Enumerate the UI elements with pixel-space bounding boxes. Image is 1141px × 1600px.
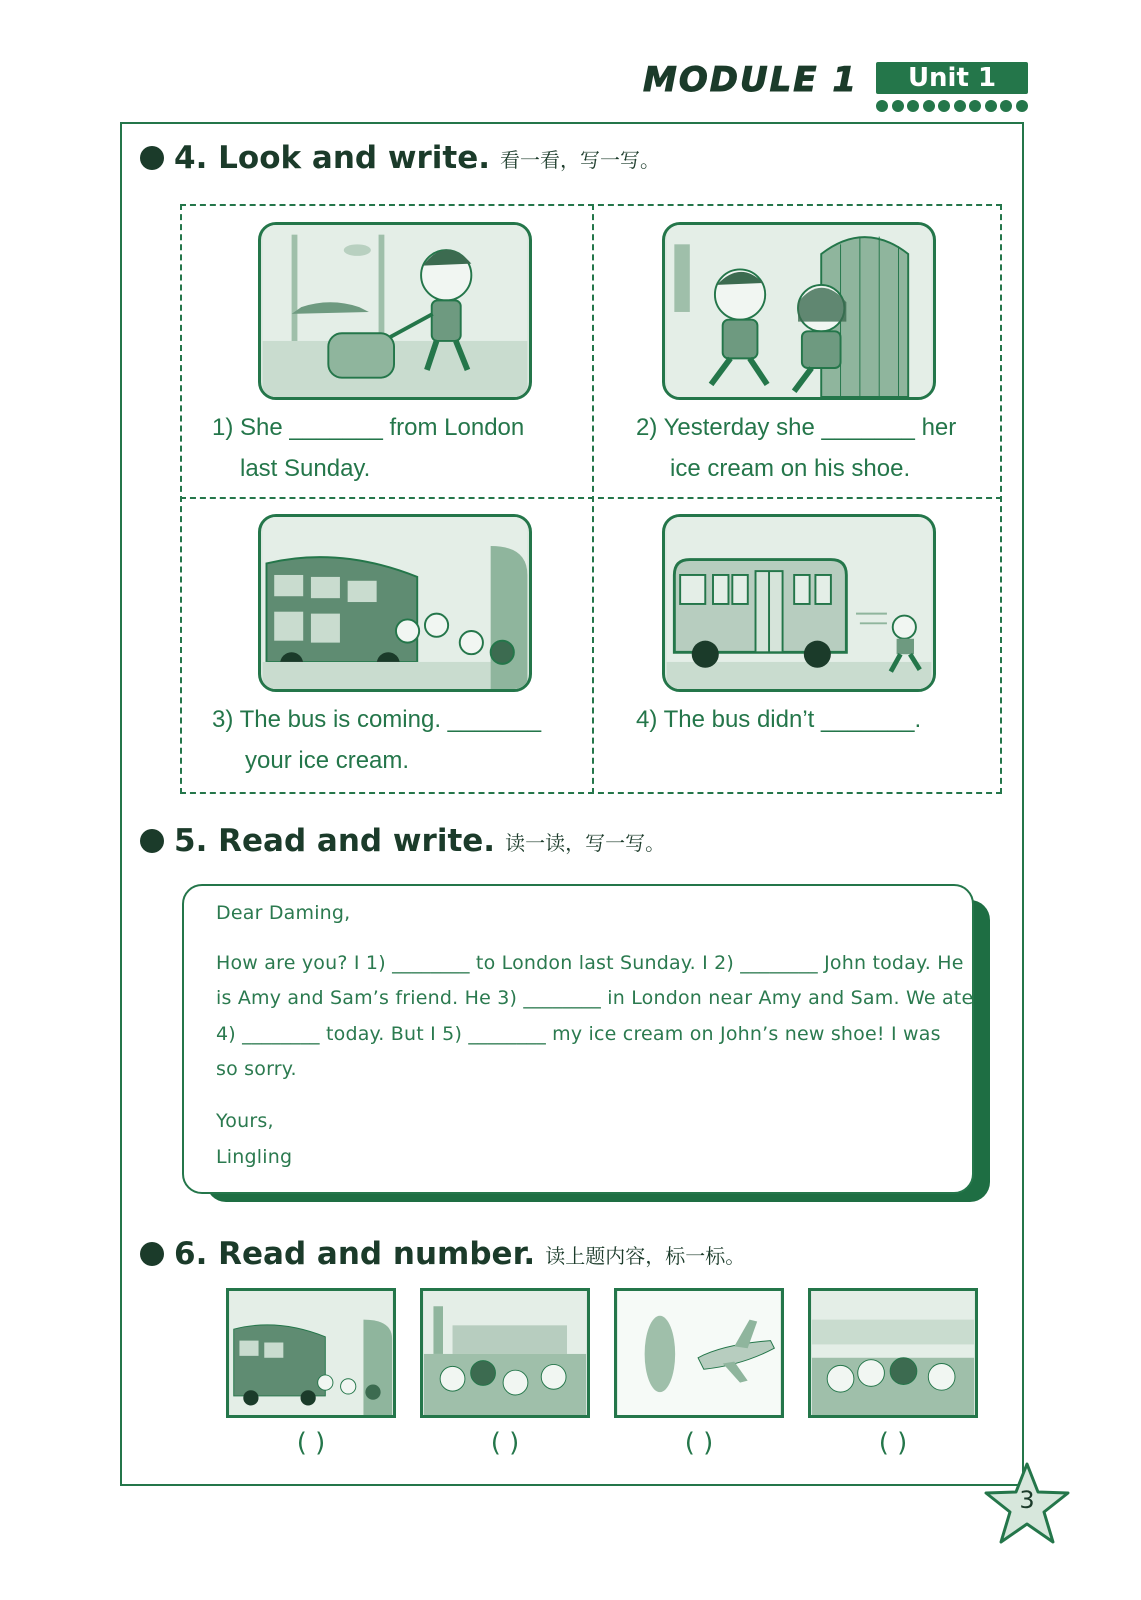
city-friends-thumbnail <box>420 1288 590 1418</box>
question-4-line1: 4) The bus didn’t _______. <box>636 706 922 733</box>
exercise5-title: 5. Read and write. <box>174 823 496 859</box>
exercise5-instruction: 读一读，写一写。 <box>505 830 666 855</box>
bus-and-running-boy-image <box>662 514 936 692</box>
exercise4-instruction: 看一看，写一写。 <box>500 147 661 172</box>
exercise6-instruction: 读上题内容，标一标。 <box>545 1243 746 1268</box>
answer-blank-3[interactable]: ( ) <box>684 1428 714 1458</box>
exercise4-title: 4. Look and write. <box>174 140 491 176</box>
letter-line-3: 4) ________ today. But I 5) ________ my ice cream on John’s new shoe! I was <box>216 1023 941 1045</box>
children-group-thumbnail <box>808 1288 978 1418</box>
plane-thumbnail <box>614 1288 784 1418</box>
question-3-line2: your ice cream. <box>245 747 410 774</box>
question-3-line1: 3) The bus is coming. _______ <box>212 706 542 733</box>
page-number: 3 <box>1019 1486 1035 1514</box>
bus-scene-thumbnail <box>226 1288 396 1418</box>
question-2-line2: ice cream on his shoe. <box>670 455 911 482</box>
bullet-icon <box>140 829 164 853</box>
answer-blank-1[interactable]: ( ) <box>296 1428 326 1458</box>
exercise6-heading <box>140 1232 745 1276</box>
letter-signature: Lingling <box>216 1146 293 1168</box>
girl-with-suitcase-image <box>258 222 532 400</box>
letter-line-1: How are you? I 1) ________ to London last Sunday. I 2) ________ John today. He <box>216 952 964 974</box>
girl-drops-ice-cream-image <box>662 222 936 400</box>
question-2-line1: 2) Yesterday she _______ her <box>636 414 957 441</box>
unit-dots-decoration <box>876 100 1028 114</box>
answer-blank-2[interactable]: ( ) <box>490 1428 520 1458</box>
question-1-line1: 1) She _______ from London <box>212 414 525 441</box>
question-1-line2: last Sunday. <box>240 455 371 482</box>
exercise6-title: 6. Read and number. <box>174 1236 536 1272</box>
exercise4-heading <box>140 136 660 180</box>
double-decker-bus-image <box>258 514 532 692</box>
letter-closing: Yours, <box>216 1110 274 1132</box>
bullet-icon <box>140 146 164 170</box>
exercise5-heading <box>140 819 665 863</box>
answer-blank-4[interactable]: ( ) <box>878 1428 908 1458</box>
module-title: MODULE 1 <box>643 60 858 100</box>
bullet-icon <box>140 1242 164 1266</box>
letter-greeting: Dear Daming, <box>216 902 351 924</box>
letter-line-2: is Amy and Sam’s friend. He 3) ________ in London near Amy and Sam. We ate <box>216 987 974 1009</box>
unit-badge: Unit 1 <box>876 62 1028 94</box>
letter-line-4: so sorry. <box>216 1058 297 1080</box>
grid-divider-horizontal <box>180 497 1002 499</box>
grid-divider-vertical <box>592 204 594 794</box>
